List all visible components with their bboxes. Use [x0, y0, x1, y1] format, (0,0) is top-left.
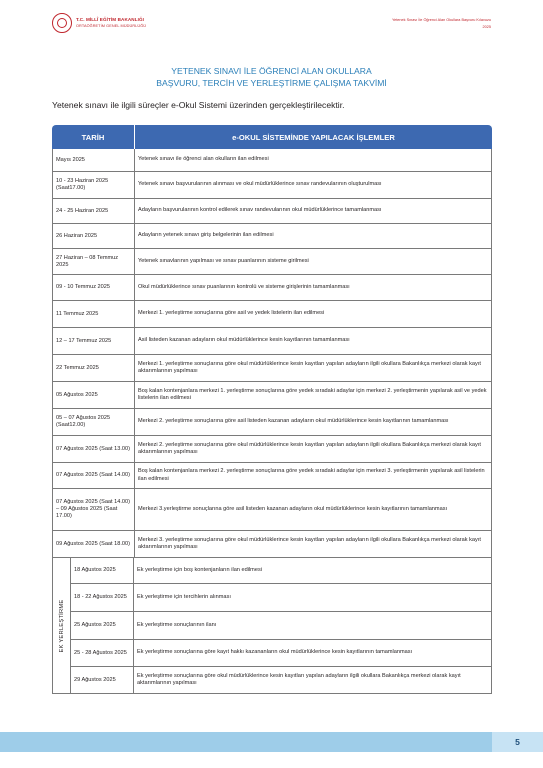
footer-bar — [0, 732, 492, 752]
date-cell: 22 Temmuz 2025 — [53, 355, 135, 381]
action-cell: Yetenek sınavı başvurularının alınması ve okul müdürlüklerince sınav randevularının oluşturulması — [138, 181, 382, 188]
page-header — [0, 0, 543, 40]
ministry-name: T.C. MİLLÎ EĞİTİM BAKANLIĞI — [76, 17, 145, 22]
table-row — [52, 172, 492, 199]
date-cell: 18 Ağustos 2025 — [71, 558, 134, 583]
date-cell: 29 Ağustos 2025 — [71, 667, 134, 693]
date-cell: 09 Ağustos 2025 (Saat 18.00) — [53, 531, 135, 557]
table-row — [52, 489, 492, 531]
action-cell: Ek yerleştirme sonuçlarının ilanı — [137, 621, 217, 628]
column-header-date: TARİH — [52, 125, 135, 149]
table-header — [52, 125, 492, 149]
ek-yerlestirme-rows — [71, 558, 491, 693]
action-cell: Adayların yetenek sınavı giriş belgelerinin ilan edilmesi — [138, 232, 274, 239]
action-cell: Merkezi 1. yerleştirme sonuçlarına göre okul müdürlüklerince kesin kayıtları yapılan adayların ilgili okullara Bakanlıkça merkezi olarak kayıt aktarımlarının yapılması — [138, 360, 481, 374]
action-cell: Ek yerleştirme için boş kontenjanların ilan edilmesi — [137, 566, 262, 573]
ministry-logo — [52, 13, 72, 33]
table-row — [52, 409, 492, 436]
date-cell: 24 - 25 Haziran 2025 — [53, 199, 135, 223]
action-cell: Adayların başvurularının kontrol edilerek sınav randevularının okul müdürlüklerince tamamlanması — [138, 207, 382, 214]
table-row — [52, 328, 492, 355]
page-title-line2: BAŞVURU, TERCİH VE YERLEŞTİRME ÇALIŞMA TAKVİMİ — [156, 78, 387, 88]
action-cell: Ek yerleştirme için tercihlerin alınması — [137, 593, 231, 600]
date-cell: 18 - 22 Ağustos 2025 — [71, 584, 134, 611]
action-cell: Okul müdürlüklerince sınav puanlarının kontrolü ve sisteme girişlerinin tamamlanması — [138, 283, 350, 290]
table-row — [52, 463, 492, 489]
date-cell: 27 Haziran – 08 Temmuz 2025 — [53, 249, 135, 274]
date-cell: 05 – 07 Ağustos 2025 (Saat12.00) — [53, 409, 135, 435]
column-header-action: e-OKUL SİSTEMİNDE YAPILACAK İŞLEMLER — [232, 132, 395, 142]
table-row — [52, 275, 492, 301]
schedule-table — [52, 125, 492, 694]
date-cell: 07 Ağustos 2025 (Saat 14.00) — [53, 463, 135, 488]
action-cell: Merkezi 3.yerleştirme sonuçlarına göre asil listeden kazanan adayların okul müdürlüklerince kesin kayıtlarının tamamlanması — [138, 505, 448, 512]
table-row — [52, 301, 492, 328]
ek-yerlestirme-block — [52, 558, 492, 694]
ek-yerlestirme-label-cell — [53, 558, 71, 693]
action-cell: Ek yerleştirme sonuçlarına göre okul müdürlüklerince kesin kayıtları yapılan adayların ilgili okullara Bakanlıkça merkezi olarak kayıt aktarımlarının yapılması — [137, 672, 461, 686]
table-row — [71, 639, 491, 666]
action-cell: Merkezi 2. yerleştirme sonuçlarına göre okul müdürlüklerince kesin kayıtları yapılan adayların ilgili okullara Bakanlıkça merkezi olarak kayıt aktarımlarının yapılması — [138, 441, 481, 455]
action-cell: Boş kalan kontenjanlara merkezi 1. yerleştirme sonuçlarına göre yedek sıradaki adaylar için merkezi 2. yerleştirmenin yapılarak asil ve yedek listelerin ilan edilmesi — [138, 387, 487, 401]
table-row — [71, 611, 491, 639]
date-cell: 10 - 23 Haziran 2025 (Saat17.00) — [53, 172, 135, 198]
action-cell: Yetenek sınavlarının yapılması ve sınav puanlarının sisteme girilmesi — [138, 257, 309, 264]
action-cell: Merkezi 2. yerleştirme sonuçlarına göre asil listeden kazanan adayların okul müdürlüklerince kesin kayıtlarının tamamlanması — [138, 418, 449, 425]
table-row — [52, 531, 492, 558]
table-row — [52, 249, 492, 275]
action-cell: Ek yerleştirme sonuçlarına göre kayıt hakkı kazananların okul müdürlüklerince kesin kayıtlarının tamamlanması — [137, 649, 413, 656]
date-cell: 12 – 17 Temmuz 2025 — [53, 328, 135, 354]
date-cell: 09 - 10 Temmuz 2025 — [53, 275, 135, 300]
table-row — [71, 666, 491, 693]
table-row — [52, 355, 492, 382]
header-doc-info — [392, 17, 491, 31]
date-cell: 07 Ağustos 2025 (Saat 13.00) — [53, 436, 135, 462]
department-name: ORTAÖĞRETİM GENEL MÜDÜRLÜĞÜ — [76, 24, 147, 28]
header-doc-title: Yetenek Sınavı İle Öğrenci Alan Okullara Başvuru Kılavuzu — [391, 18, 491, 22]
table-row — [71, 558, 491, 583]
action-cell: Merkezi 3. yerleştirme sonuçlarına göre okul müdürlüklerince kesin kayıtları yapılan adayların ilgili okullara Bakanlıkça merkezi olarak kayıt aktarımlarının yapılması — [138, 536, 481, 550]
table-row — [52, 436, 492, 463]
ek-yerlestirme-label: EK YERLEŞTİRME — [58, 599, 65, 652]
action-cell: Asil listeden kazanan adayların okul müdürlüklerince kesin kayıtlarının tamamlanması — [138, 337, 350, 344]
table-row — [52, 382, 492, 409]
date-cell: 25 - 28 Ağustos 2025 — [71, 640, 134, 666]
date-cell: 26 Haziran 2025 — [53, 224, 135, 248]
date-cell: 25 Ağustos 2025 — [71, 612, 134, 639]
table-row — [52, 224, 492, 249]
page-title-line1: YETENEK SINAVI İLE ÖĞRENCİ ALAN OKULLARA — [171, 66, 372, 76]
action-cell: Merkezi 1. yerleştirme sonuçlarına göre asil ve yedek listelerin ilan edilmesi — [138, 310, 325, 317]
page-number: 5 — [492, 732, 543, 752]
date-cell: Mayıs 2025 — [53, 149, 135, 171]
table-row — [52, 149, 492, 172]
action-cell: Yetenek sınavı ile öğrenci alan okulların ilan edilmesi — [138, 156, 269, 163]
date-cell: 05 Ağustos 2025 — [53, 382, 135, 408]
date-cell: 07 Ağustos 2025 (Saat 14.00) – 09 Ağustos 2025 (Saat 17.00) — [53, 489, 135, 530]
table-row — [71, 583, 491, 611]
date-cell: 11 Temmuz 2025 — [53, 301, 135, 327]
intro-text: Yetenek sınavı ile ilgili süreçler e-Okul Sistemi üzerinden gerçekleştirilecektir. — [52, 100, 345, 110]
header-year: 2025 — [482, 25, 491, 29]
table-row — [52, 199, 492, 224]
action-cell: Boş kalan kontenjanlara merkezi 2. yerleştirme sonuçlarına göre yedek sıradaki adaylar için merkezi 3. yerleştirmenin yapılarak asil listelerin ilan edilmesi — [138, 468, 485, 482]
